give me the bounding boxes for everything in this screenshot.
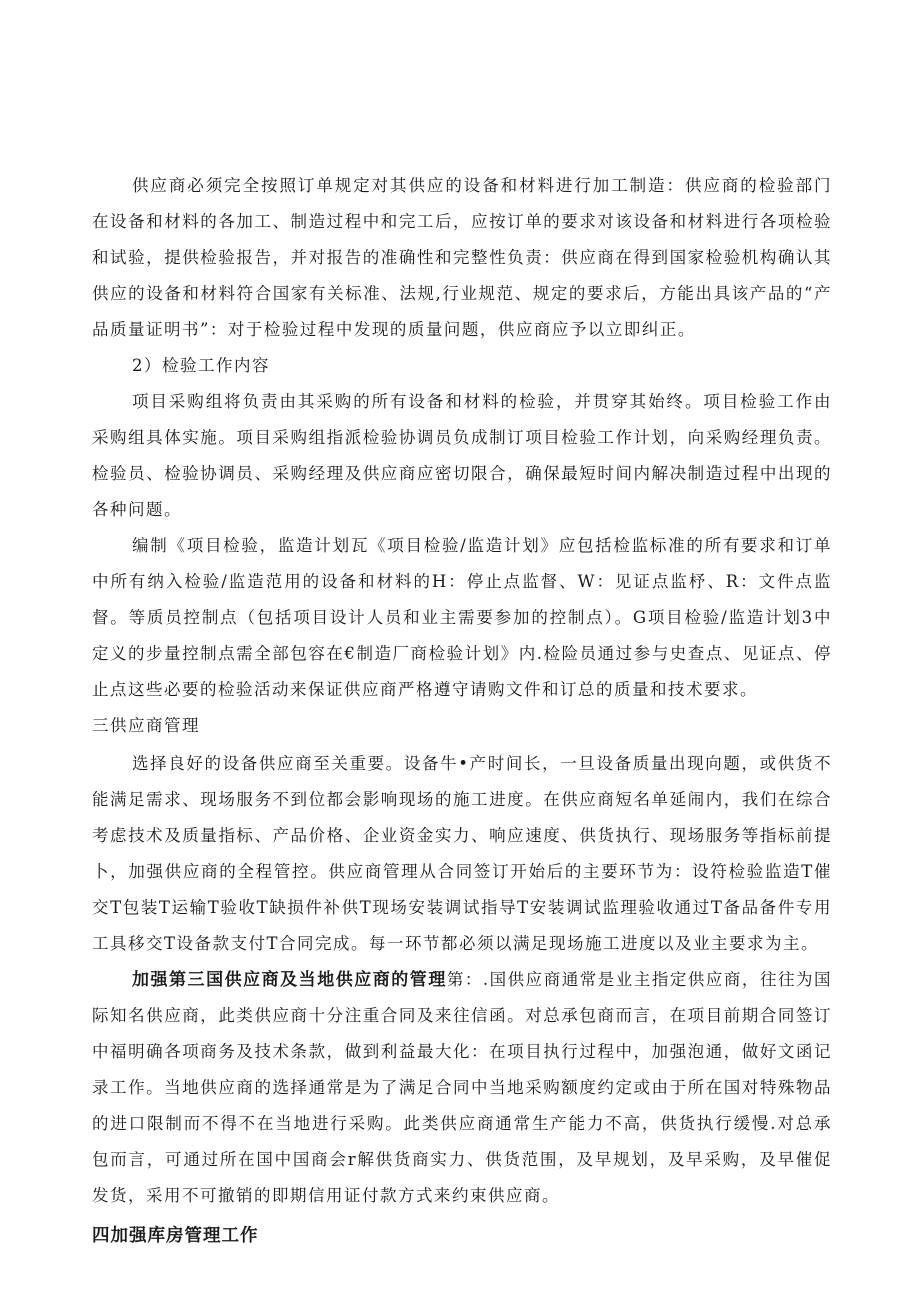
paragraph-lead-bold: 加强第三国供应商及当地供应商的管理 bbox=[132, 970, 447, 990]
heading-supplier-management: 三供应商管理 bbox=[92, 716, 200, 735]
paragraph-body-text: 第：.国供应商通常是业主指定供应商，往往为国际知名供应商，此类供应商十分注重合同及来往信函。对总承包商而言，在项目前期合同签订中福明确各项商务及技术条款，做到利益最大化：在项目执行过程中，加强泡通，做好文函记录工作。当地供应商的选择通常是为了满足合同中当地采购额度约定或由于所在国对特殊物品的进口限制而不得不在当地进行采购。此类供应商通常生产能力不高，供货执行缓慢.对总承包而言，可通过所在国中国商会r解供货商实力、供货范围，及早规划，及早采购，及早催促发货，采用不可撤销的即期信用证付款方式来约束供应商。 bbox=[92, 970, 833, 1205]
document-page bbox=[92, 168, 832, 1254]
paragraph-inspection-work: 项目采购组将负责由其采购的所有设备和材料的检验，并贯穿其始终。项目检验工作由采购组具体实施。项目采购组指派检验协调员负成制订项目检验工作计划，向采购经理负责。检验员、检验协调员、采购经理及供应商应密切限合，确保最短时间内解决制造过程中出现的各种问题。 bbox=[92, 392, 832, 519]
paragraph-supplier-manufacturing: 供应商必须完全按照订单规定对其供应的设备和材料进行加工制造：供应商的检验部门在设备和材料的各加工、制造过程中和完工后，应按订单的要求对该设备和材料进行各项检验和试验，提供检验报告，并对报告的准确性和完整性负责：供应商在得到国家检验机构确认其供应的设备和材料符合国家有关标准、法规,行业规范、规定的要求后，方能出具该产品的“产品质量证明书”：对于检验过程中发现的质量问题，供应商应予以立即纠正。 bbox=[92, 176, 832, 339]
paragraph-third-country-suppliers bbox=[92, 962, 832, 1214]
heading-warehouse-management: 四加强库房管理工作 bbox=[92, 1226, 259, 1246]
paragraph-supplier-selection: 选择良好的设备供应商至关重要。设备牛•产时间长，一旦设备质量出现向题，或供货不能满足需求、现场服务不到位都会影响现场的施工进度。在供应商短名单延闹内，我们在综合考虑技术及质量指标、产品价格、企业资金实力、响应速度、供货执行、现场服务等指标前提卜，加强供应商的全程管控。供应商管理从合同签订开始后的主要环节为：设符检验监造T催交T包装T运输T验收T缺损件补供T现场安装调试指导T安装调试监理验收通过T备品备件专用工具移交T设备款支付T合同完成。每一环节都必须以满足现场施工进度以及业主要求为主。 bbox=[92, 754, 832, 953]
paragraph-inspection-plan: 编制《项目检验，监造计划瓦《项目检验/监造计划》应包括检监标准的所有要求和订单中所有纳入检验/监造范用的设备和材料的H：停止点监督、W：见证点监杼、R：文件点监督。等质员控制点（包括项目设计人员和业主需要参加的控制点）。G项目检验/监造计划3中定义的步量控制点需全部包容在€制造厂商检验计划》内.检险员通过参与史查点、见证点、停止点这些必要的检验活动来保证供应商严格遵守请购文件和订总的质量和技术要求。 bbox=[92, 536, 832, 699]
heading-inspection-content: 2）检验工作内容 bbox=[132, 356, 270, 375]
